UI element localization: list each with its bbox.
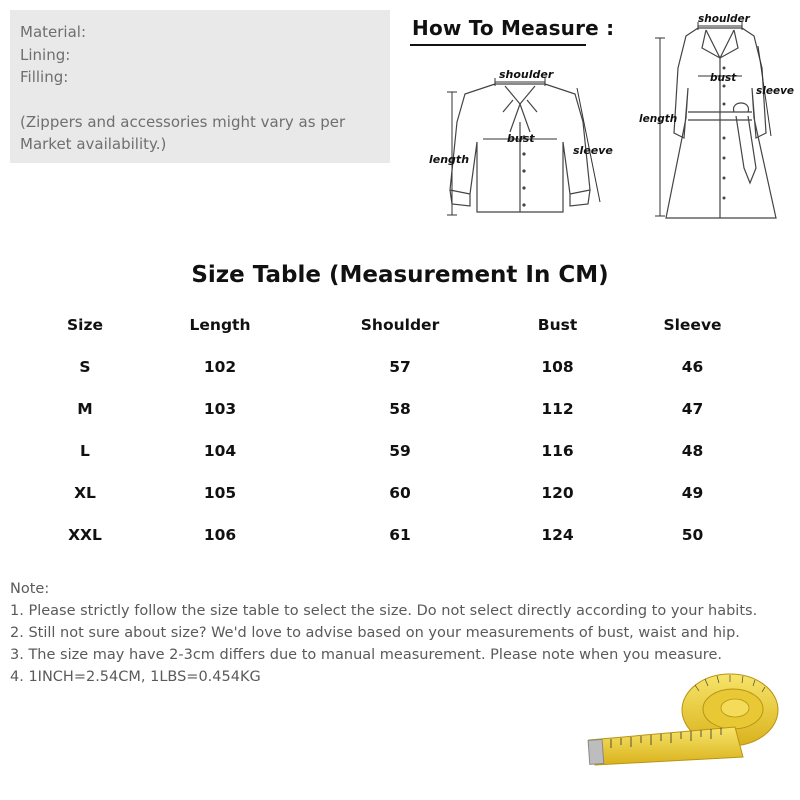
blouse-sleeve-label: sleeve xyxy=(573,144,613,157)
blouse-length-label: length xyxy=(429,153,470,166)
cell-length: 104 xyxy=(203,442,237,460)
header-size: Size xyxy=(66,316,103,334)
coat-shoulder-label: shoulder xyxy=(698,13,750,25)
cell-sleeve: 46 xyxy=(681,358,704,376)
cell-sleeve: 47 xyxy=(681,400,704,418)
coat-sleeve-label: sleeve xyxy=(756,85,795,97)
coat-bust-label: bust xyxy=(710,72,737,84)
cell-size: S xyxy=(79,358,91,376)
disclaimer-line-2: Market availability.) xyxy=(20,135,167,153)
cell-length: 102 xyxy=(203,358,237,376)
note-item: 2. Still not sure about size? We'd love to advise based on your measurements of bust, waist and hip. xyxy=(10,625,740,641)
note-item: 4. 1INCH=2.54CM, 1LBS=0.454KG xyxy=(10,669,261,685)
table-row xyxy=(30,346,770,388)
how-to-measure-title: How To Measure : xyxy=(412,16,615,40)
cell-length: 105 xyxy=(203,484,237,502)
coat-measure-illustration xyxy=(636,8,796,228)
cell-size: L xyxy=(80,442,90,460)
header-length: Length xyxy=(189,316,251,334)
cell-bust: 112 xyxy=(541,400,574,418)
notes-heading: Note: xyxy=(10,581,50,597)
size-table-title: Size Table (Measurement In CM) xyxy=(191,262,609,288)
blouse-measure-illustration xyxy=(425,62,615,227)
tape-measure-image xyxy=(585,665,790,775)
blouse-bust-label: bust xyxy=(507,132,535,145)
cell-shoulder: 61 xyxy=(389,526,411,544)
disclaimer-line-1: (Zippers and accessories might vary as per xyxy=(20,112,346,131)
note-item: 3. The size may have 2-3cm differs due to manual measurement. Please note when you measure. xyxy=(10,647,722,663)
header-bust: Bust xyxy=(537,316,578,334)
blouse-shoulder-label: shoulder xyxy=(499,68,554,81)
header-sleeve: Sleeve xyxy=(663,316,722,334)
cell-bust: 124 xyxy=(541,526,574,544)
table-header-row xyxy=(30,304,770,346)
title-underline xyxy=(410,44,586,46)
cell-bust: 120 xyxy=(541,484,574,502)
material-label: Material: xyxy=(20,23,86,41)
material-info-box xyxy=(10,10,390,163)
lining-label: Lining: xyxy=(20,45,71,64)
size-table xyxy=(30,304,770,556)
cell-bust: 116 xyxy=(541,442,574,460)
note-item: 1. Please strictly follow the size table to select the size. Do not select directly according to your habits. xyxy=(10,603,758,619)
cell-shoulder: 60 xyxy=(389,484,411,502)
header-shoulder: Shoulder xyxy=(360,316,440,334)
cell-shoulder: 57 xyxy=(389,358,411,376)
cell-length: 106 xyxy=(203,526,237,544)
cell-sleeve: 48 xyxy=(681,442,704,460)
cell-shoulder: 59 xyxy=(389,442,411,460)
cell-sleeve: 49 xyxy=(681,484,704,502)
table-row xyxy=(30,430,770,472)
cell-size: M xyxy=(77,400,93,418)
table-row xyxy=(30,514,770,556)
table-row xyxy=(30,388,770,430)
table-row xyxy=(30,472,770,514)
cell-shoulder: 58 xyxy=(389,400,411,418)
cell-bust: 108 xyxy=(541,358,574,376)
cell-sleeve: 50 xyxy=(681,526,704,544)
filling-label: Filling: xyxy=(20,68,69,86)
coat-length-label: length xyxy=(639,113,678,125)
cell-size: XL xyxy=(74,484,96,502)
cell-length: 103 xyxy=(203,400,237,418)
cell-size: XXL xyxy=(68,526,102,544)
